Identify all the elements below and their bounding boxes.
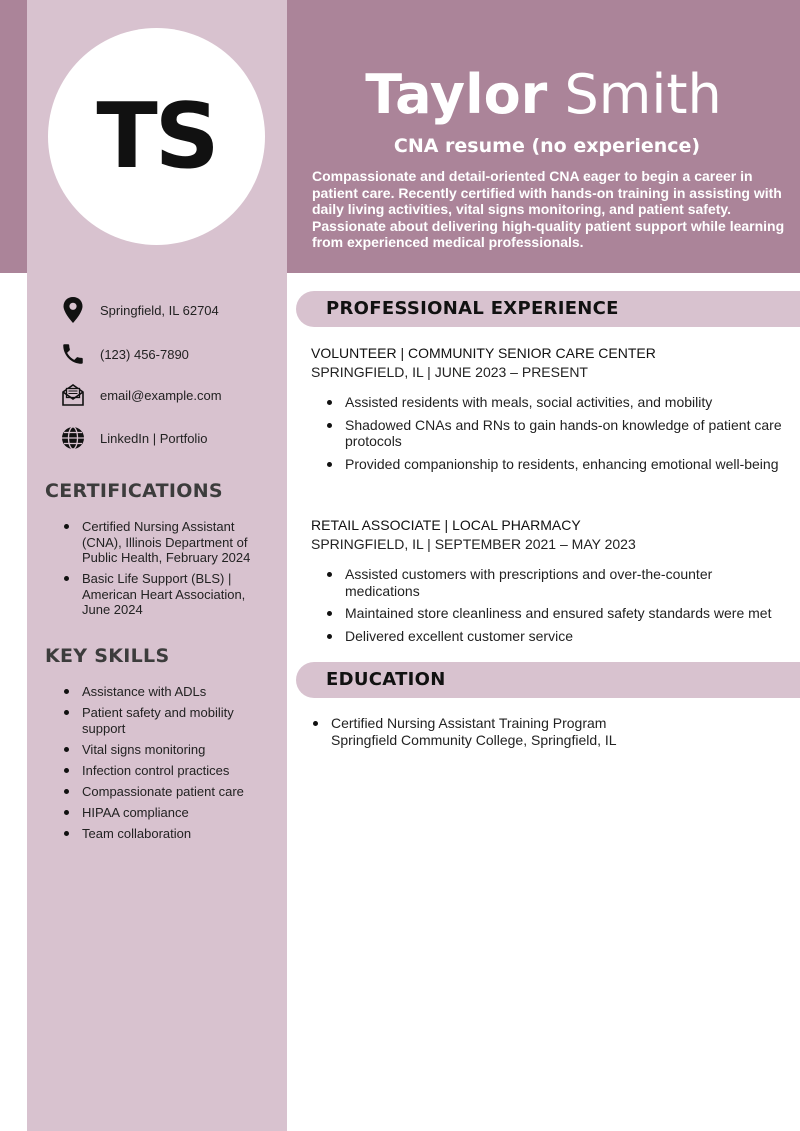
contact-links	[60, 425, 280, 451]
location-pin-icon	[60, 297, 86, 323]
skill-item: Assistance with ADLs	[82, 684, 272, 700]
education-heading: EDUCATION	[326, 669, 446, 690]
job-bullet: Assisted residents with meals, social activities, and mobility	[345, 394, 790, 411]
skill-item: Patient safety and mobility support	[82, 705, 272, 736]
contact-address	[60, 297, 280, 323]
skills-list	[82, 684, 272, 847]
links-text: LinkedIn | Portfolio	[100, 430, 208, 446]
job-bullets	[345, 394, 790, 478]
job-bullet: Maintained store cleanliness and ensured safety standards were met	[345, 605, 790, 622]
contact-phone	[60, 341, 280, 367]
monogram-circle	[48, 28, 265, 245]
bullet	[313, 721, 318, 726]
monogram: TS	[96, 84, 217, 189]
skill-item: Team collaboration	[82, 826, 272, 842]
job-bullet: Delivered excellent customer service	[345, 628, 790, 645]
experience-section-bar	[296, 291, 800, 327]
certifications-list	[82, 519, 272, 623]
job-title: VOLUNTEER | COMMUNITY SENIOR CARE CENTER	[311, 345, 656, 361]
certifications-heading: CERTIFICATIONS	[45, 480, 223, 502]
skill-item: Vital signs monitoring	[82, 742, 272, 758]
last-name: Smith	[564, 63, 722, 126]
education-entry	[331, 715, 771, 749]
job-bullet: Shadowed CNAs and RNs to gain hands-on knowledge of patient care protocols	[345, 417, 790, 450]
email-text: email@example.com	[100, 387, 222, 403]
first-name: Taylor	[365, 63, 548, 126]
education-section-bar	[296, 662, 800, 698]
certification-item: Basic Life Support (BLS) | American Heart Association, June 2024	[82, 571, 272, 618]
summary-text: Compassionate and detail-oriented CNA eager to begin a career in patient care. Recently certified with hands-on training in assisting with daily living activities, vital signs monitoring, and patient safety. Passionate about delivering high-quality patient support while learning from experienced medical professionals.	[312, 168, 785, 250]
address-text: Springfield, IL 62704	[100, 302, 219, 318]
candidate-name	[287, 62, 800, 128]
skill-item: Infection control practices	[82, 763, 272, 779]
skills-heading: KEY SKILLS	[45, 645, 170, 667]
envelope-icon	[60, 382, 86, 408]
skill-item: HIPAA compliance	[82, 805, 272, 821]
job-meta: SPRINGFIELD, IL | JUNE 2023 – PRESENT	[311, 364, 588, 380]
job-title: RETAIL ASSOCIATE | LOCAL PHARMACY	[311, 517, 581, 533]
experience-heading: PROFESSIONAL EXPERIENCE	[326, 298, 619, 319]
education-school: Springfield Community College, Springfield, IL	[331, 732, 617, 748]
contact-email	[60, 382, 280, 408]
phone-icon	[60, 341, 86, 367]
job-meta: SPRINGFIELD, IL | SEPTEMBER 2021 – MAY 2023	[311, 536, 636, 552]
job-bullet: Assisted customers with prescriptions and over-the-counter medications	[345, 566, 790, 599]
globe-icon	[60, 425, 86, 451]
job-bullets	[345, 566, 790, 650]
job-bullet: Provided companionship to residents, enhancing emotional well-being	[345, 456, 790, 473]
certification-item: Certified Nursing Assistant (CNA), Illinois Department of Public Health, February 2024	[82, 519, 272, 566]
resume-subtitle: CNA resume (no experience)	[393, 135, 701, 157]
education-program: Certified Nursing Assistant Training Program	[331, 715, 607, 731]
skill-item: Compassionate patient care	[82, 784, 272, 800]
header	[287, 0, 800, 273]
phone-text: (123) 456-7890	[100, 346, 189, 362]
